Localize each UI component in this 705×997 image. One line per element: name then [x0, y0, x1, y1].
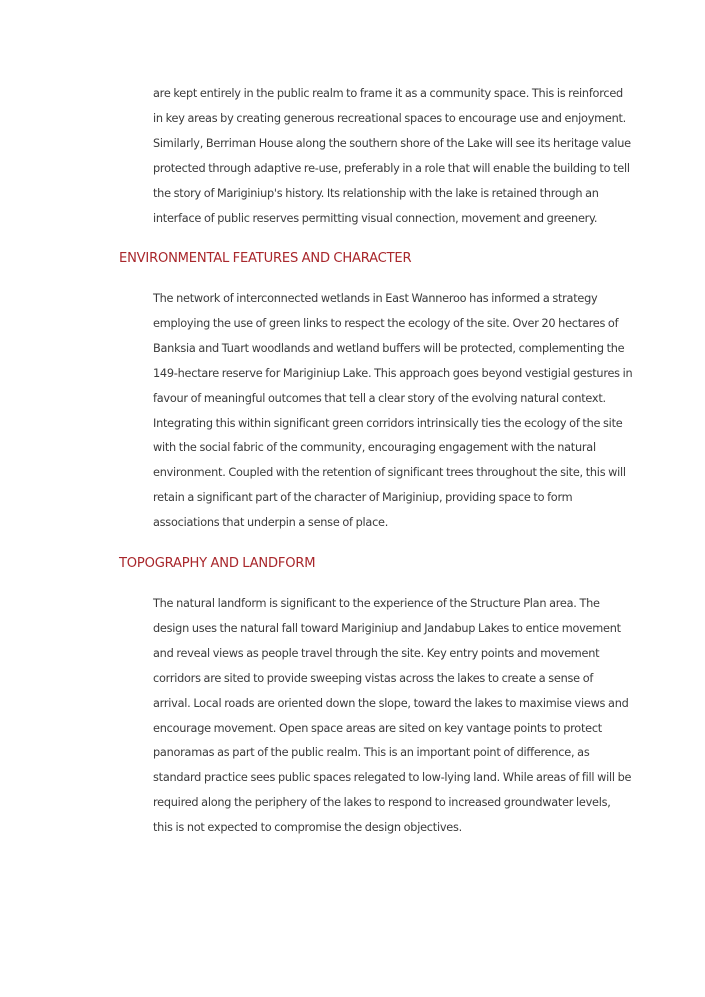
section-body-topography: The natural landform is significant to the experience of the Structure Plan area. The design uses the natural fall toward Mariginiup and Jandabup Lakes to entice movement and reveal views as people travel through the site. Key entry points and movement corridors are sited to provide sweeping vistas across the lakes to create a sense of arrival. Local roads are oriented down the slope, toward the lakes to maximise views and encourage movement. Open space areas are sited on key vantage points to protect panoramas as part of the public realm. This is an important point of difference, as standard practice sees public spaces relegated to low-lying land. While areas of fill will be required along the periphery of the lakes to respond to increased groundwater levels, this is not expected to compromise the design objectives.	[153, 597, 632, 835]
section-body-environmental-features: The network of interconnected wetlands in East Wanneroo has informed a strategy employing the use of green links to respect the ecology of the site. Over 20 hectares of Banksia and Tuart woodlands and wetland buffers will be protected, complementing the 149-hectare reserve for Mariginiup Lake. This approach goes beyond vestigial gestures in favour of meaningful outcomes that tell a clear story of the evolving natural context. Integrating this within significant green corridors intrinsically ties the ecology of the site with the social fabric of the community, encouraging engagement with the natural environment. Coupled with the retention of significant trees throughout the site, this will retain a significant part of the character of Mariginiup, providing space to form associations that underpin a sense of place.	[153, 292, 633, 530]
intro-paragraph: are kept entirely in the public realm to frame it as a community space. This is reinforced in key areas by creating generous recreational spaces to encourage use and enjoyment. Similarly, Berriman House along the southern shore of the Lake will see its heritage value protected through adaptive re-use, preferably in a role that will enable the building to tell the story of Mariginiup's history. Its relationship with the lake is retained through an interface of public reserves permitting visual connection, movement and greenery.	[153, 87, 631, 225]
section-heading-topography: TOPOGRAPHY AND LANDFORM	[119, 556, 316, 571]
section-heading-environmental-features: ENVIRONMENTAL FEATURES AND CHARACTER	[119, 251, 412, 266]
